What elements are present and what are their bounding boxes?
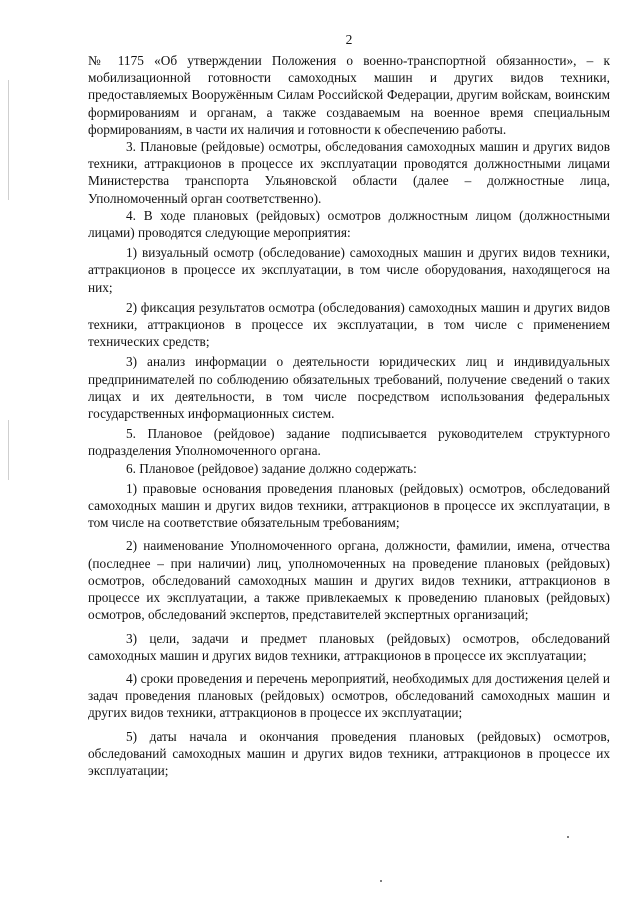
subitem-6-2: 2) наименование Уполномоченного органа, должности, фамилии, имена, отчества (последнее – при наличии) лиц, уполномоченных на проведение плановых (рейдовых) осмотров, обследований самоходных машин и других видов техники, аттракционов в процессе их эксплуатации, а также привлекаемых к проведению плановых (рейдовых) осмотров, обследований экспертов, представителей экспертных организаций; bbox=[88, 538, 610, 623]
subitem-6-4: 4) сроки проведения и перечень мероприятий, необходимых для достижения целей и задач проведения плановых (рейдовых) осмотров, обследований самоходных машин и других видов техники, аттракционов в процессе их эксплуатации; bbox=[88, 670, 610, 721]
subitem-6-5: 5) даты начала и окончания проведения плановых (рейдовых) осмотров, обследований самоходных машин и других видов техники, аттракционов в процессе их эксплуатации; bbox=[88, 728, 610, 778]
paragraph-item-5: 5. Плановое (рейдовое) задание подписывается руководителем структурного подразделения Уполномоченного органа. bbox=[88, 426, 610, 459]
paragraph-item-4: 4. В ходе плановых (рейдовых) осмотров должностным лицом (должностными лицами) проводятся следующие мероприятия: bbox=[88, 207, 610, 241]
paragraph-item-6: 6. Плановое (рейдовое) задание должно содержать: bbox=[126, 460, 417, 476]
scan-speck bbox=[567, 836, 569, 838]
subitem-6-1: 1) правовые основания проведения плановых (рейдовых) осмотров, обследований самоходных машин и других видов техники, аттракционов в процессе их эксплуатации, в том числе на соответствие обязательным требованиям; bbox=[88, 480, 610, 531]
page-number: 2 bbox=[345, 32, 353, 47]
scan-margin-mark bbox=[8, 80, 9, 200]
scan-speck bbox=[380, 880, 382, 882]
subitem-6-3: 3) цели, задачи и предмет плановых (рейдовых) осмотров, обследований самоходных машин и других видов техники, аттракционов в процессе их эксплуатации; bbox=[88, 630, 610, 663]
subitem-4-2: 2) фиксация результатов осмотра (обследования) самоходных машин и других видов техники, аттракционов в процессе их эксплуатации, в том числе с применением технических средств; bbox=[88, 299, 610, 350]
paragraph-continuation: № 1175 «Об утверждении Положения о военно-транспортной обязанности», – к мобилизационной готовности самоходных машин и других видов техники, предоставляемых Вооружённым Силам Российской Федерации, другим войскам, воинским формированиям и органам, а также создаваемым на военное время специальным формированиям, в части их наличия и готовности к обеспечению работы. bbox=[88, 53, 610, 137]
paragraph-item-3: 3. Плановые (рейдовые) осмотры, обследования самоходных машин и других видов техники, аттракционов в процессе их эксплуатации проводятся должностными лицами Министерства транспорта Ульяновской области (далее – должностные лица, Уполномоченный орган соответственно). bbox=[88, 139, 610, 206]
subitem-4-1: 1) визуальный осмотр (обследование) самоходных машин и других видов техники, аттракционов в процессе их эксплуатации, в том числе оборудования, находящегося на них; bbox=[88, 245, 610, 295]
scan-margin-mark bbox=[8, 420, 9, 480]
subitem-4-3: 3) анализ информации о деятельности юридических лиц и индивидуальных предпринимателей по соблюдению обязательных требований, получение сведений о таких лицах и их деятельности, в том числе посредством использования федеральных государственных информационных систем. bbox=[88, 354, 610, 422]
